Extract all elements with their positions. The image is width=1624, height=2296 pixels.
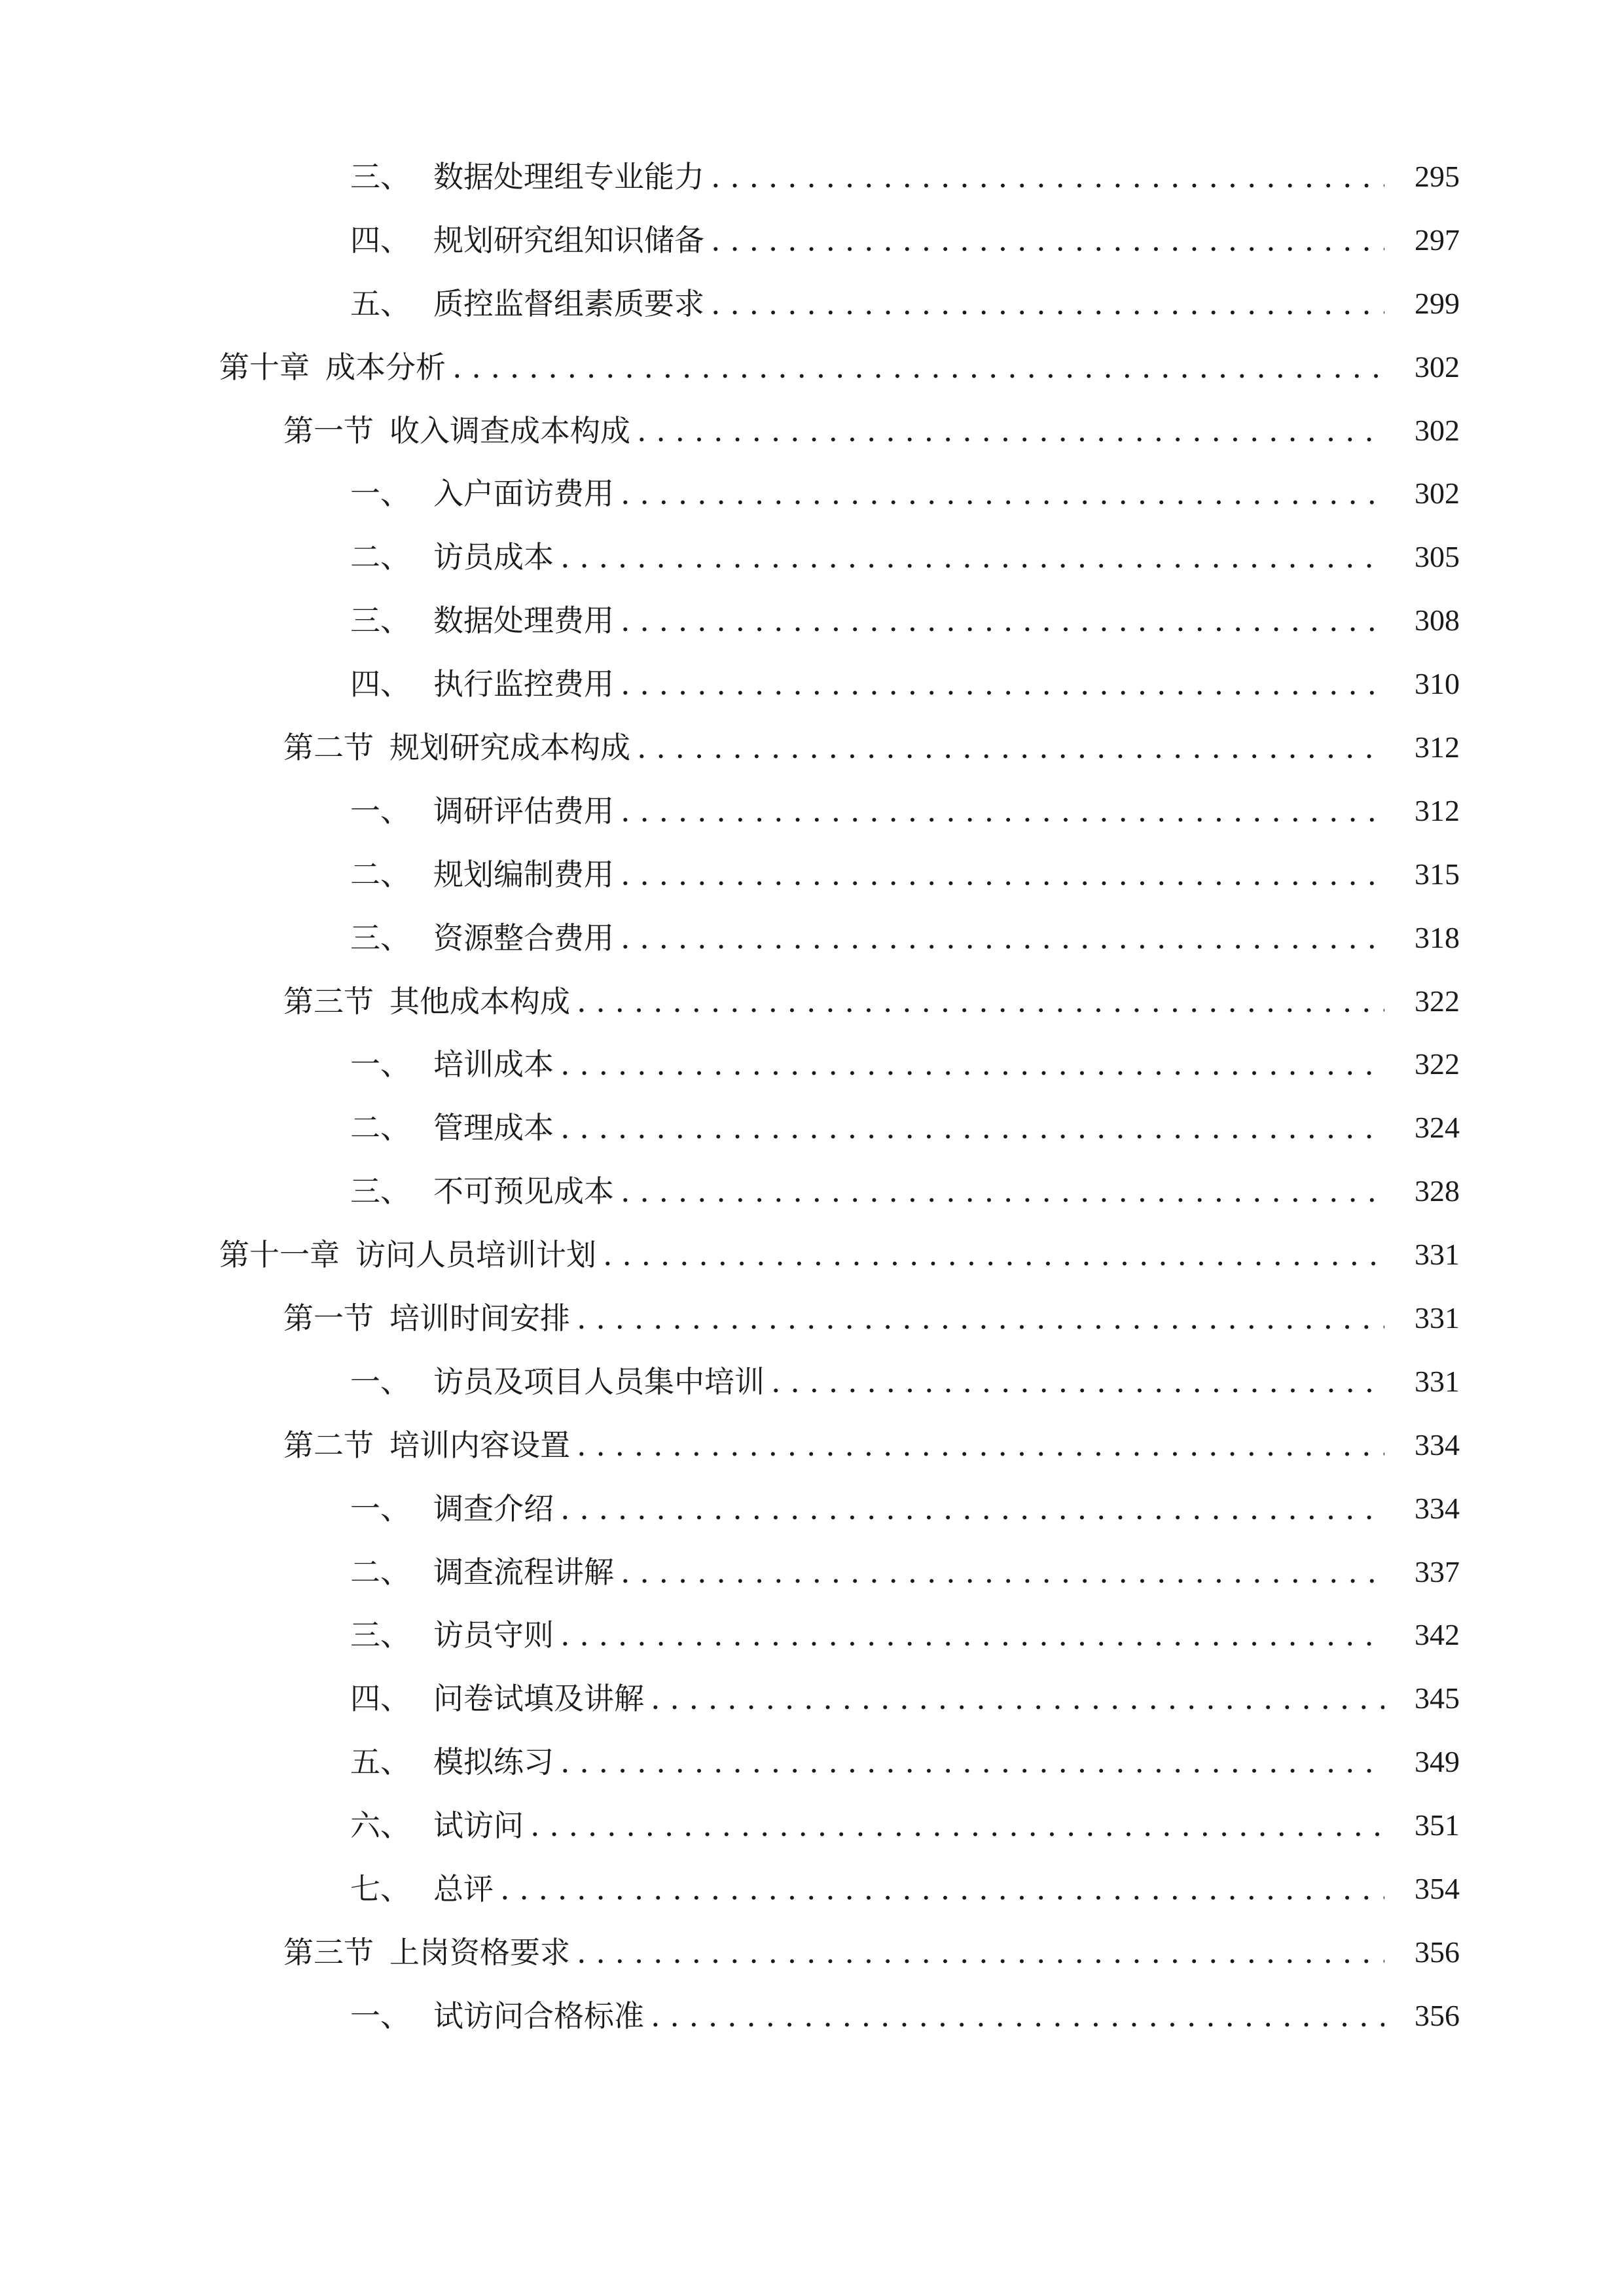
toc-subsection-entry[interactable] [0, 1033, 1624, 1096]
toc-entry-title: 规划研究成本构成 [389, 730, 630, 766]
dot-leader [560, 526, 1384, 589]
toc-entry-title: 访问人员培训计划 [355, 1237, 596, 1273]
toc-subsection-entry[interactable] [0, 1541, 1624, 1604]
toc-section-entry[interactable] [0, 399, 1624, 463]
toc-entry-title: 试访问 [433, 1808, 524, 1844]
toc-entry-title: 培训成本 [433, 1047, 554, 1083]
dot-leader [577, 970, 1384, 1033]
dot-leader [530, 1794, 1384, 1857]
toc-entry-page-number: 337 [1415, 1554, 1460, 1588]
dot-leader [771, 1350, 1384, 1414]
dot-leader [577, 1921, 1384, 1984]
toc-entry-page-number: 318 [1415, 920, 1460, 954]
dot-leader [651, 1667, 1384, 1731]
table-of-contents [0, 145, 1624, 2048]
toc-section-entry[interactable] [0, 1414, 1624, 1477]
toc-entry-number: 二、 [350, 539, 410, 575]
toc-entry-number: 七、 [350, 1871, 410, 1907]
toc-entry-page-number: 334 [1415, 1491, 1460, 1525]
toc-entry-title: 执行监控费用 [433, 666, 614, 702]
toc-entry-page-number: 356 [1415, 1998, 1460, 2032]
toc-entry-page-number: 315 [1415, 857, 1460, 891]
toc-entry-page-number: 299 [1415, 286, 1460, 320]
toc-entry-page-number: 302 [1415, 350, 1460, 384]
toc-entry-number: 五、 [350, 1744, 410, 1780]
dot-leader [621, 589, 1384, 653]
toc-subsection-entry[interactable] [0, 1731, 1624, 1794]
toc-entry-number: 四、 [350, 666, 410, 702]
toc-subsection-entry[interactable] [0, 1794, 1624, 1857]
toc-entry-page-number: 342 [1415, 1618, 1460, 1652]
toc-entry-title: 规划研究组知识储备 [433, 222, 704, 258]
toc-subsection-entry[interactable] [0, 1096, 1624, 1160]
toc-entry-title: 访员及项目人员集中培训 [433, 1363, 765, 1399]
toc-entry-page-number: 345 [1415, 1681, 1460, 1715]
toc-entry-page-number: 351 [1415, 1808, 1460, 1842]
toc-entry-number: 一、 [350, 1998, 410, 2034]
toc-entry-page-number: 312 [1415, 730, 1460, 764]
toc-entry-page-number: 322 [1415, 984, 1460, 1018]
toc-entry-page-number: 322 [1415, 1047, 1460, 1081]
toc-entry-title: 数据处理组专业能力 [433, 159, 704, 194]
toc-entry-title: 访员成本 [433, 539, 554, 575]
toc-section-entry[interactable] [0, 1287, 1624, 1350]
toc-entry-title: 管理成本 [433, 1110, 554, 1146]
toc-entry-title: 问卷试填及讲解 [433, 1681, 644, 1717]
toc-section-entry[interactable] [0, 970, 1624, 1033]
toc-subsection-entry[interactable] [0, 1350, 1624, 1414]
dot-leader [621, 1160, 1384, 1223]
dot-leader [577, 1287, 1384, 1350]
toc-entry-page-number: 331 [1415, 1364, 1460, 1398]
toc-entry-number: 第二节 [283, 1427, 374, 1463]
toc-entry-number: 五、 [350, 285, 410, 321]
toc-entry-title: 培训时间安排 [389, 1300, 570, 1336]
toc-entry-number: 一、 [350, 1490, 410, 1526]
toc-entry-title: 调查介绍 [433, 1490, 554, 1526]
toc-chapter-entry[interactable] [0, 336, 1624, 399]
dot-leader [621, 843, 1384, 906]
toc-entry-title: 访员守则 [433, 1617, 554, 1653]
toc-entry-page-number: 308 [1415, 603, 1460, 637]
toc-entry-page-number: 312 [1415, 793, 1460, 827]
toc-entry-page-number: 305 [1415, 540, 1460, 574]
toc-entry-title: 规划编制费用 [433, 856, 614, 892]
toc-entry-number: 四、 [350, 222, 410, 258]
toc-subsection-entry[interactable] [0, 1160, 1624, 1223]
toc-entry-number: 第三节 [283, 983, 374, 1019]
toc-entry-title: 调研评估费用 [433, 793, 614, 829]
toc-entry-page-number: 297 [1415, 223, 1460, 257]
toc-entry-number: 第三节 [283, 1934, 374, 1970]
toc-section-entry[interactable] [0, 716, 1624, 780]
dot-leader [711, 145, 1384, 209]
toc-entry-title: 其他成本构成 [389, 983, 570, 1019]
dot-leader [500, 1857, 1384, 1921]
dot-leader [651, 1984, 1384, 2048]
toc-section-entry[interactable] [0, 1921, 1624, 1984]
toc-subsection-entry[interactable] [0, 462, 1624, 526]
toc-subsection-entry[interactable] [0, 1477, 1624, 1541]
toc-entry-title: 培训内容设置 [389, 1427, 570, 1463]
toc-entry-number: 一、 [350, 1363, 410, 1399]
toc-entry-number: 二、 [350, 1554, 410, 1590]
toc-entry-number: 三、 [350, 1617, 410, 1653]
toc-entry-number: 一、 [350, 476, 410, 512]
toc-entry-page-number: 349 [1415, 1745, 1460, 1779]
dot-leader [621, 1541, 1384, 1604]
dot-leader [637, 399, 1384, 463]
toc-subsection-entry[interactable] [0, 780, 1624, 843]
toc-entry-number: 第十一章 [219, 1237, 340, 1273]
toc-entry-page-number: 328 [1415, 1174, 1460, 1208]
dot-leader [711, 272, 1384, 336]
toc-entry-title: 资源整合费用 [433, 920, 614, 956]
toc-subsection-entry[interactable] [0, 589, 1624, 653]
toc-entry-page-number: 331 [1415, 1238, 1460, 1272]
toc-subsection-entry[interactable] [0, 1984, 1624, 2048]
toc-subsection-entry[interactable] [0, 1604, 1624, 1667]
toc-entry-page-number: 310 [1415, 667, 1460, 701]
dot-leader [560, 1096, 1384, 1160]
toc-entry-number: 二、 [350, 856, 410, 892]
toc-entry-title: 入户面访费用 [433, 476, 614, 512]
toc-subsection-entry[interactable] [0, 209, 1624, 272]
dot-leader [621, 906, 1384, 970]
toc-entry-title: 收入调查成本构成 [389, 412, 630, 448]
toc-subsection-entry[interactable] [0, 272, 1624, 336]
toc-subsection-entry[interactable] [0, 145, 1624, 209]
toc-entry-page-number: 302 [1415, 413, 1460, 447]
dot-leader [603, 1223, 1384, 1287]
dot-leader [452, 336, 1384, 399]
dot-leader [577, 1414, 1384, 1477]
toc-entry-number: 三、 [350, 1174, 410, 1210]
toc-chapter-entry[interactable] [0, 1223, 1624, 1287]
toc-entry-page-number: 295 [1415, 160, 1460, 193]
toc-entry-title: 上岗资格要求 [389, 1934, 570, 1970]
toc-entry-number: 第一节 [283, 412, 374, 448]
toc-entry-title: 模拟练习 [433, 1744, 554, 1780]
toc-entry-number: 三、 [350, 920, 410, 956]
dot-leader [560, 1731, 1384, 1794]
toc-entry-page-number: 331 [1415, 1301, 1460, 1335]
toc-entry-number: 六、 [350, 1808, 410, 1844]
toc-entry-page-number: 334 [1415, 1427, 1460, 1462]
toc-entry-title: 成本分析 [325, 349, 446, 385]
toc-entry-number: 第二节 [283, 730, 374, 766]
toc-entry-number: 三、 [350, 603, 410, 639]
toc-entry-title: 总评 [433, 1871, 494, 1907]
toc-entry-number: 四、 [350, 1681, 410, 1717]
toc-entry-page-number: 354 [1415, 1872, 1460, 1906]
toc-entry-number: 二、 [350, 1110, 410, 1146]
toc-entry-number: 第十章 [219, 349, 310, 385]
dot-leader [621, 462, 1384, 526]
toc-entry-title: 试访问合格标准 [433, 1998, 644, 2034]
toc-entry-title: 不可预见成本 [433, 1174, 614, 1210]
toc-entry-number: 一、 [350, 1047, 410, 1083]
toc-entry-page-number: 356 [1415, 1935, 1460, 1969]
toc-subsection-entry[interactable] [0, 1857, 1624, 1921]
toc-entry-title: 数据处理费用 [433, 603, 614, 639]
toc-subsection-entry[interactable] [0, 653, 1624, 716]
toc-entry-page-number: 302 [1415, 476, 1460, 511]
toc-subsection-entry[interactable] [0, 526, 1624, 589]
toc-subsection-entry[interactable] [0, 1667, 1624, 1731]
dot-leader [621, 653, 1384, 716]
dot-leader [560, 1604, 1384, 1667]
toc-entry-title: 质控监督组素质要求 [433, 285, 704, 321]
toc-entry-title: 调查流程讲解 [433, 1554, 614, 1590]
toc-entry-page-number: 324 [1415, 1111, 1460, 1145]
toc-entry-number: 第一节 [283, 1300, 374, 1336]
toc-entry-number: 三、 [350, 159, 410, 194]
toc-subsection-entry[interactable] [0, 843, 1624, 906]
dot-leader [560, 1477, 1384, 1541]
dot-leader [621, 780, 1384, 843]
dot-leader [711, 209, 1384, 272]
toc-entry-number: 一、 [350, 793, 410, 829]
toc-subsection-entry[interactable] [0, 906, 1624, 970]
dot-leader [637, 716, 1384, 780]
dot-leader [560, 1033, 1384, 1096]
